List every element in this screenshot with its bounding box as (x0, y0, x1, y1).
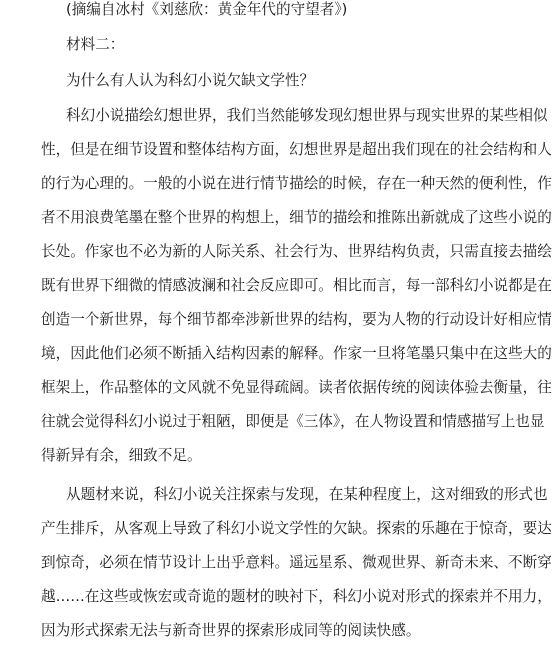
paragraph-line: 得新异有余，细致不足。 (41, 447, 202, 464)
paragraph-line: 产生排斥，从客观上导致了科幻小说文学性的欠缺。探索的乐趣在于惊奇，要达 (41, 520, 552, 537)
material-heading: 材料二： (66, 36, 125, 53)
paragraph-line: 往就会觉得科幻小说过于粗陋，即便是《三体》，在人物设置和情感描写上也显 (41, 413, 545, 430)
paragraph-line: 越……在这些或恢宏或奇诡的题材的映衬下，科幻小说对形式的探索并不用力， (41, 588, 552, 605)
question-heading: 为什么有人认为科幻小说欠缺文学性？ (66, 72, 315, 89)
paragraph-line: 既有世界下细微的情感波澜和社会反应即可。相比而言，每一部科幻小说都是在 (41, 277, 552, 294)
paragraph-line: 因为形式探索无法与新奇世界的探索形成同等的阅读快感。 (41, 622, 421, 639)
paragraph-line: 的行为心理的。一般的小说在进行情节描绘的时候，存在一种天然的便利性，作 (41, 175, 552, 192)
paragraph-line: 长处。作家也不必为新的人际关系、社会行为、世界结构负责，只需直接去描绘 (41, 243, 552, 260)
source-citation: (摘编自冰村《刘慈欣：黄金年代的守望者》) (66, 1, 348, 18)
paragraph-line: 从题材来说，科幻小说关注探索与发现，在某种程度上，这对细致的形式也 (66, 486, 548, 503)
paragraph-line: 者不用浪费笔墨在整个世界的构想上，细节的描绘和推陈出新就成了这些小说的 (41, 209, 552, 226)
paragraph-line: 框架上，作品整体的文风就不免显得疏阔。读者依据传统的阅读体验去衡量，往 (41, 379, 552, 396)
paragraph-line: 境，因此他们必须不断插入结构因素的解释。作家一旦将笔墨只集中在这些大的 (41, 345, 552, 362)
paragraph-line: 创造一个新世界，每个细节都牵涉新世界的结构，要为人物的行动设计好相应情 (41, 311, 552, 328)
paragraph-line: 到惊奇，必须在情节设计上出乎意料。遥远星系、微观世界、新奇未来、不断穿 (41, 554, 552, 571)
paragraph-line: 科幻小说描绘幻想世界，我们当然能够发现幻想世界与现实世界的某些相似 (66, 107, 548, 124)
paragraph-line: 性，但是在细节设置和整体结构方面，幻想世界是超出我们现在的社会结构和人 (41, 141, 552, 158)
